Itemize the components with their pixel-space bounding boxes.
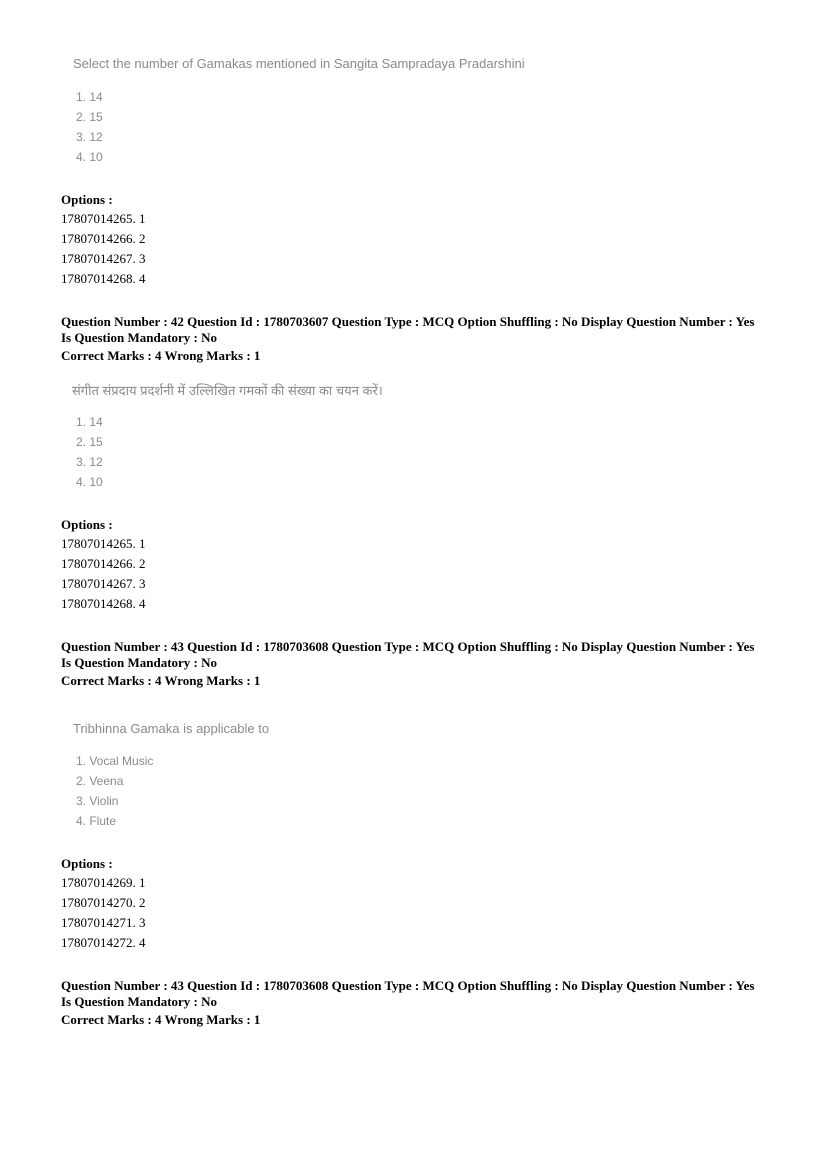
choice-item: 4. 10 <box>76 150 103 164</box>
choice-item: 3. 12 <box>76 130 103 144</box>
question-text: संगीत संप्रदाय प्रदर्शनी में उल्लिखित गमकों की संख्या का चयन करें। <box>72 383 383 398</box>
mandatory-line: Is Question Mandatory : No <box>61 330 218 345</box>
question-meta-line: Question Number : 43 Question Id : 1780703608 Question Type : MCQ Option Shuffling : No Display Question Number : Yes <box>61 978 755 993</box>
choice-item: 2. Veena <box>76 774 124 788</box>
options-label: Options : <box>61 192 113 207</box>
option-line: 17807014270. 2 <box>61 895 146 910</box>
choice-item: 2. 15 <box>76 110 103 124</box>
question-meta-line: Question Number : 42 Question Id : 1780703607 Question Type : MCQ Option Shuffling : No Display Question Number : Yes <box>61 314 755 329</box>
choice-item: 4. 10 <box>76 475 103 489</box>
marks-line: Correct Marks : 4 Wrong Marks : 1 <box>61 673 261 688</box>
options-label: Options : <box>61 517 113 532</box>
option-line: 17807014272. 4 <box>61 935 146 950</box>
question-text: Select the number of Gamakas mentioned in Sangita Sampradaya Pradarshini <box>73 56 525 71</box>
option-line: 17807014268. 4 <box>61 271 146 286</box>
marks-line: Correct Marks : 4 Wrong Marks : 1 <box>61 1012 261 1027</box>
question-text: Tribhinna Gamaka is applicable to <box>73 721 270 736</box>
option-line: 17807014266. 2 <box>61 556 146 571</box>
option-line: 17807014271. 3 <box>61 915 146 930</box>
option-line: 17807014268. 4 <box>61 596 146 611</box>
choice-item: 4. Flute <box>76 814 117 828</box>
mandatory-line: Is Question Mandatory : No <box>61 655 218 670</box>
options-label: Options : <box>61 856 113 871</box>
choice-item: 1. 14 <box>76 90 103 104</box>
option-line: 17807014266. 2 <box>61 231 146 246</box>
choice-item: 1. 14 <box>76 415 103 429</box>
marks-line: Correct Marks : 4 Wrong Marks : 1 <box>61 348 261 363</box>
choice-item: 3. 12 <box>76 455 103 469</box>
mandatory-line: Is Question Mandatory : No <box>61 994 218 1009</box>
option-line: 17807014267. 3 <box>61 576 146 591</box>
option-line: 17807014269. 1 <box>61 875 146 890</box>
option-line: 17807014267. 3 <box>61 251 146 266</box>
question-meta-line: Question Number : 43 Question Id : 1780703608 Question Type : MCQ Option Shuffling : No Display Question Number : Yes <box>61 639 755 654</box>
option-line: 17807014265. 1 <box>61 211 146 226</box>
choice-item: 3. Violin <box>76 794 119 808</box>
option-line: 17807014265. 1 <box>61 536 146 551</box>
choice-item: 2. 15 <box>76 435 103 449</box>
choice-item: 1. Vocal Music <box>76 754 154 768</box>
